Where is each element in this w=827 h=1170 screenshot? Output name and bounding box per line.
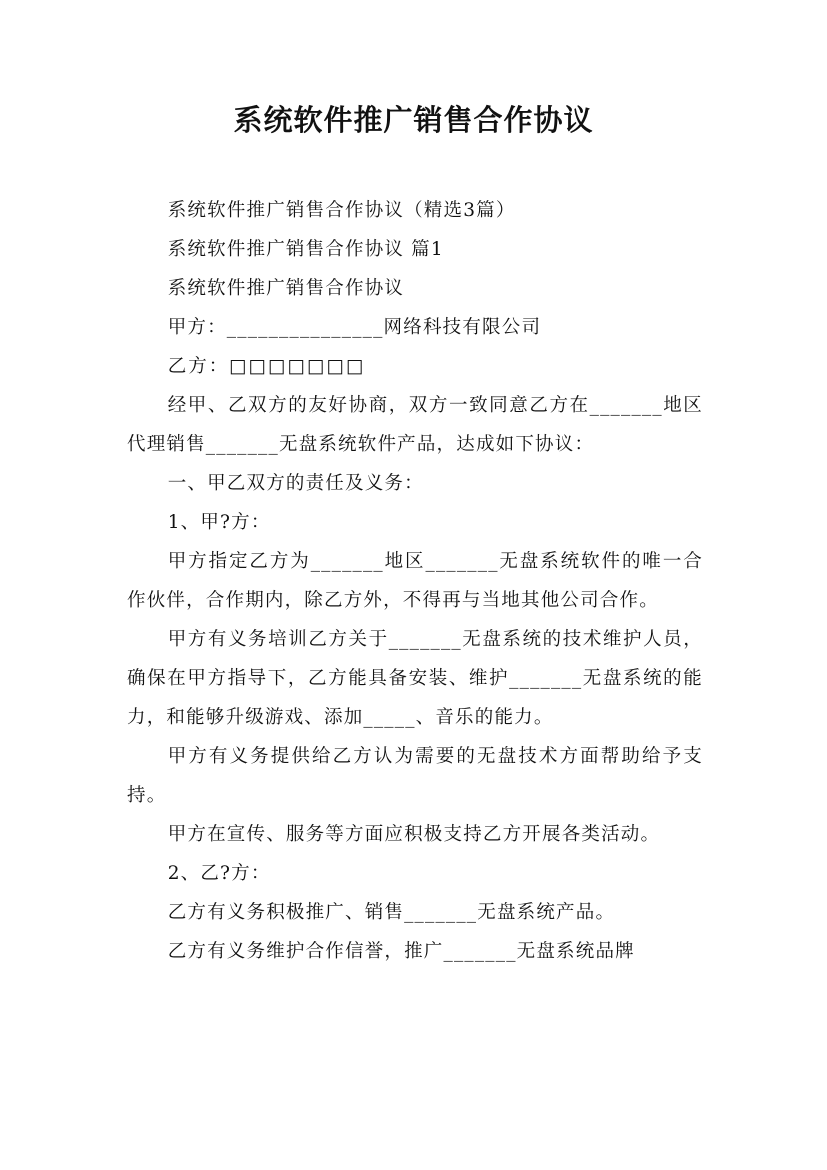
paragraph-subtitle: 系统软件推广销售合作协议（精选3篇）	[167, 200, 516, 221]
paragraph-party-a-clause-3: 甲方有义务提供给乙方认为需要的无盘技术方面帮助给予支持。	[127, 746, 703, 806]
document-title: 系统软件推广销售合作协议	[233, 103, 594, 137]
paragraph-party-a-clause-4: 甲方在宣传、服务等方面应积极支持乙方开展各类活动。	[167, 824, 661, 845]
paragraph-article-heading: 系统软件推广销售合作协议 篇1	[167, 239, 444, 260]
paragraph-party-a: 甲方：_______________网络科技有限公司	[167, 317, 542, 338]
paragraph-party-b-clause-2: 乙方有义务维护合作信誉，推广_______无盘系统品牌	[167, 941, 635, 962]
paragraph-section-heading: 一、甲乙双方的责任及义务：	[167, 473, 424, 494]
paragraph-agreement-name: 系统软件推广销售合作协议	[167, 278, 405, 299]
paragraph-party-b: 乙方：□□□□□□□	[167, 356, 366, 377]
paragraph-party-b-heading: 2、乙?方：	[167, 863, 271, 884]
paragraph-party-b-clause-1: 乙方有义务积极推广、销售_______无盘系统产品。	[167, 902, 616, 923]
document-body	[127, 191, 703, 971]
paragraph-party-a-heading: 1、甲?方：	[167, 512, 271, 533]
paragraph-party-a-clause-2: 甲方有义务培训乙方关于_______无盘系统的技术维护人员，确保在甲方指导下，乙方能具备安装、维护_______无盘系统的能力，和能够升级游戏、添加_____、音乐的能力。	[127, 629, 703, 728]
paragraph-party-a-clause-1: 甲方指定乙方为_______地区_______无盘系统软件的唯一合作伙伴，合作期内，除乙方外，不得再与当地其他公司合作。	[127, 551, 703, 611]
paragraph-preamble: 经甲、乙双方的友好协商，双方一致同意乙方在_______地区代理销售_______无盘系统软件产品，达成如下协议：	[127, 395, 703, 455]
